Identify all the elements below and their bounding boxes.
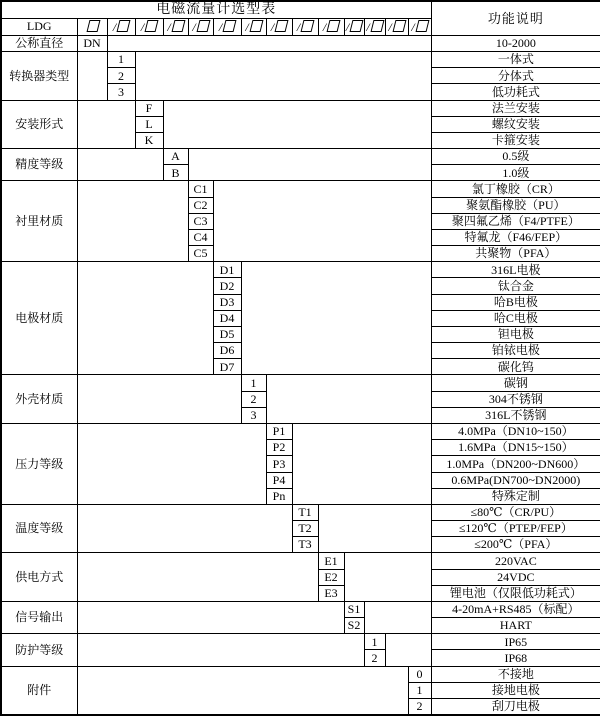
- checkbox-square-icon: [415, 20, 429, 32]
- option-code: D6: [213, 343, 241, 359]
- option-code: 1: [241, 375, 266, 391]
- table-title: 电磁流量计选型表: [1, 1, 431, 18]
- option-desc: 低功耗式: [431, 84, 600, 100]
- spacer-cell: [77, 52, 107, 101]
- checkbox-square-icon: [392, 20, 406, 32]
- spacer-cell: [266, 375, 431, 424]
- option-desc: 分体式: [431, 68, 600, 84]
- slash: /: [345, 19, 350, 34]
- category-label: 衬里材质: [1, 181, 77, 262]
- model-slash-box-cell: [408, 18, 431, 35]
- checkbox-square-icon: [275, 20, 289, 32]
- option-desc: 1.0MPa（DN200~DN600）: [431, 456, 600, 472]
- option-code: 1: [408, 682, 431, 698]
- option-code: 1: [107, 52, 135, 68]
- option-desc: 220VAC: [431, 553, 600, 569]
- spacer-cell: [385, 634, 431, 666]
- option-desc: 碳化钨: [431, 359, 600, 375]
- option-desc: 钽电极: [431, 326, 600, 342]
- option-desc: 哈C电极: [431, 310, 600, 326]
- option-desc: 铂铱电极: [431, 343, 600, 359]
- slash: /: [192, 19, 196, 34]
- option-desc: 锂电池（仅限低功耗式）: [431, 585, 600, 601]
- checkbox-square-icon: [350, 20, 364, 32]
- option-desc: 304不锈钢: [431, 391, 600, 407]
- option-code: T2: [292, 521, 318, 537]
- option-desc: 哈B电极: [431, 294, 600, 310]
- option-code: 2: [241, 391, 266, 407]
- option-code: T1: [292, 504, 318, 520]
- slash: /: [322, 19, 327, 34]
- option-code: P4: [266, 472, 292, 488]
- option-desc: ≤120℃（PTEP/FEP）: [431, 521, 600, 537]
- spacer-cell: [77, 424, 266, 505]
- model-slash-box-cell: [385, 18, 408, 35]
- option-desc: 氯丁橡胶（CR）: [431, 181, 600, 197]
- checkbox-square-icon: [117, 20, 131, 32]
- spacer-cell: [77, 262, 213, 375]
- checkbox-square-icon: [171, 20, 185, 32]
- slash: /: [411, 19, 415, 34]
- category-label: 安装形式: [1, 100, 77, 149]
- option-code: 2: [408, 698, 431, 715]
- option-code: B: [163, 165, 188, 181]
- checkbox-square-icon: [223, 20, 237, 32]
- option-code: 2: [107, 68, 135, 84]
- option-desc: 316L不锈钢: [431, 407, 600, 423]
- spacer-cell: [364, 601, 431, 633]
- option-code: C1: [188, 181, 213, 197]
- option-code: C5: [188, 246, 213, 262]
- category-label: 温度等级: [1, 504, 77, 553]
- spacer-cell: [77, 601, 344, 633]
- model-slash-box-cell: [364, 18, 385, 35]
- model-slash-box-cell: [213, 18, 241, 35]
- category-label: 防护等级: [1, 634, 77, 666]
- option-code: D3: [213, 294, 241, 310]
- option-code: 3: [107, 84, 135, 100]
- model-box-cell: [77, 18, 107, 35]
- option-desc: 10-2000: [431, 35, 600, 51]
- option-code: D7: [213, 359, 241, 375]
- checkbox-square-icon: [145, 20, 159, 32]
- option-desc: 1.0级: [431, 165, 600, 181]
- option-code: 3: [241, 407, 266, 423]
- checkbox-square-icon: [327, 20, 341, 32]
- option-desc: 共聚物（PFA）: [431, 246, 600, 262]
- spacer-cell: [77, 666, 408, 715]
- option-code: K: [135, 132, 163, 148]
- option-desc: 碳钢: [431, 375, 600, 391]
- slash: /: [270, 19, 275, 34]
- slash: /: [388, 19, 392, 34]
- spacer-cell: [188, 149, 431, 181]
- option-code: Pn: [266, 488, 292, 504]
- category-label: 精度等级: [1, 149, 77, 181]
- model-slash-box-cell: [292, 18, 318, 35]
- option-desc: 刮刀电极: [431, 698, 600, 715]
- option-desc: 卡箍安装: [431, 132, 600, 148]
- spacer-cell: [344, 553, 431, 602]
- option-desc: ≤80℃（CR/PU）: [431, 504, 600, 520]
- option-code: L: [135, 116, 163, 132]
- option-desc: 0.6MPa(DN700~DN2000): [431, 472, 600, 488]
- spacer-cell: [77, 634, 364, 666]
- option-code: DN: [77, 35, 107, 51]
- option-desc: IP68: [431, 650, 600, 666]
- option-desc: 不接地: [431, 666, 600, 682]
- category-label: 转换器类型: [1, 52, 77, 101]
- spacer-cell: [77, 553, 318, 602]
- spacer-cell: [318, 504, 431, 553]
- model-slash-box-cell: [241, 18, 266, 35]
- option-code: D4: [213, 310, 241, 326]
- option-code: E3: [318, 585, 344, 601]
- model-slash-box-cell: [163, 18, 188, 35]
- option-desc: ≤200℃（PFA）: [431, 537, 600, 553]
- spacer-cell: [77, 149, 163, 181]
- spacer-cell: [77, 504, 292, 553]
- checkbox-square-icon: [249, 20, 263, 32]
- category-label: 电极材质: [1, 262, 77, 375]
- option-code: D1: [213, 262, 241, 278]
- option-code: A: [163, 149, 188, 165]
- model-slash-box-cell: [188, 18, 213, 35]
- spacer-cell: [135, 52, 431, 101]
- slash: /: [140, 19, 145, 34]
- option-desc: 螺纹安装: [431, 116, 600, 132]
- model-slash-box-cell: [266, 18, 292, 35]
- model-slash-box-cell: [318, 18, 344, 35]
- category-label: 附件: [1, 666, 77, 715]
- option-desc: 钛合金: [431, 278, 600, 294]
- option-code: E1: [318, 553, 344, 569]
- spacer-cell: [77, 181, 188, 262]
- model-slash-box-cell: [135, 18, 163, 35]
- option-code: 1: [364, 634, 385, 650]
- category-label: 公称直径: [1, 35, 77, 51]
- option-code: P2: [266, 440, 292, 456]
- spacer-cell: [241, 262, 431, 375]
- slash: /: [167, 19, 171, 34]
- option-code: T3: [292, 537, 318, 553]
- option-desc: 法兰安装: [431, 100, 600, 116]
- spacer-cell: [213, 181, 431, 262]
- category-label: 压力等级: [1, 424, 77, 505]
- slash: /: [366, 19, 370, 34]
- option-desc: 接地电极: [431, 682, 600, 698]
- checkbox-square-icon: [86, 20, 100, 32]
- option-code: E2: [318, 569, 344, 585]
- option-code: P3: [266, 456, 292, 472]
- checkbox-square-icon: [370, 20, 384, 32]
- option-code: S2: [344, 618, 364, 634]
- model-slash-box-cell: [107, 18, 135, 35]
- option-code: 2: [364, 650, 385, 666]
- option-code: D5: [213, 326, 241, 342]
- spacer-cell: [107, 35, 431, 51]
- option-desc: 1.6MPa（DN15~150）: [431, 440, 600, 456]
- slash: /: [296, 19, 301, 34]
- option-code: C2: [188, 197, 213, 213]
- option-desc: IP65: [431, 634, 600, 650]
- option-desc: 特氟龙（F46/FEP）: [431, 229, 600, 245]
- option-code: S1: [344, 601, 364, 617]
- slash: /: [245, 19, 249, 34]
- slash: /: [218, 19, 223, 34]
- category-label: 信号输出: [1, 601, 77, 633]
- option-desc: 聚四氟乙烯（F4/PTFE）: [431, 213, 600, 229]
- option-desc: 一体式: [431, 52, 600, 68]
- option-desc: 24VDC: [431, 569, 600, 585]
- option-desc: 4.0MPa（DN10~150）: [431, 424, 600, 440]
- category-label: 供电方式: [1, 553, 77, 602]
- option-desc: 316L电极: [431, 262, 600, 278]
- slash: /: [112, 19, 117, 34]
- option-code: F: [135, 100, 163, 116]
- option-desc: 聚氨酯橡胶（PU）: [431, 197, 600, 213]
- category-label: 外壳材质: [1, 375, 77, 424]
- function-description-header: 功能说明: [431, 1, 600, 35]
- option-desc: 0.5级: [431, 149, 600, 165]
- option-code: D2: [213, 278, 241, 294]
- option-code: 0: [408, 666, 431, 682]
- spacer-cell: [77, 375, 241, 424]
- checkbox-square-icon: [301, 20, 315, 32]
- spacer-cell: [77, 100, 135, 149]
- selection-table-body: [1, 1, 600, 715]
- option-code: C4: [188, 229, 213, 245]
- model-prefix: LDG: [1, 18, 77, 35]
- option-desc: 4-20mA+RS485（标配）: [431, 601, 600, 617]
- option-desc: 特殊定制: [431, 488, 600, 504]
- checkbox-square-icon: [196, 20, 210, 32]
- option-code: C3: [188, 213, 213, 229]
- spacer-cell: [292, 424, 431, 505]
- option-code: P1: [266, 424, 292, 440]
- spacer-cell: [163, 100, 431, 149]
- model-slash-box-cell: [344, 18, 364, 35]
- option-desc: HART: [431, 618, 600, 634]
